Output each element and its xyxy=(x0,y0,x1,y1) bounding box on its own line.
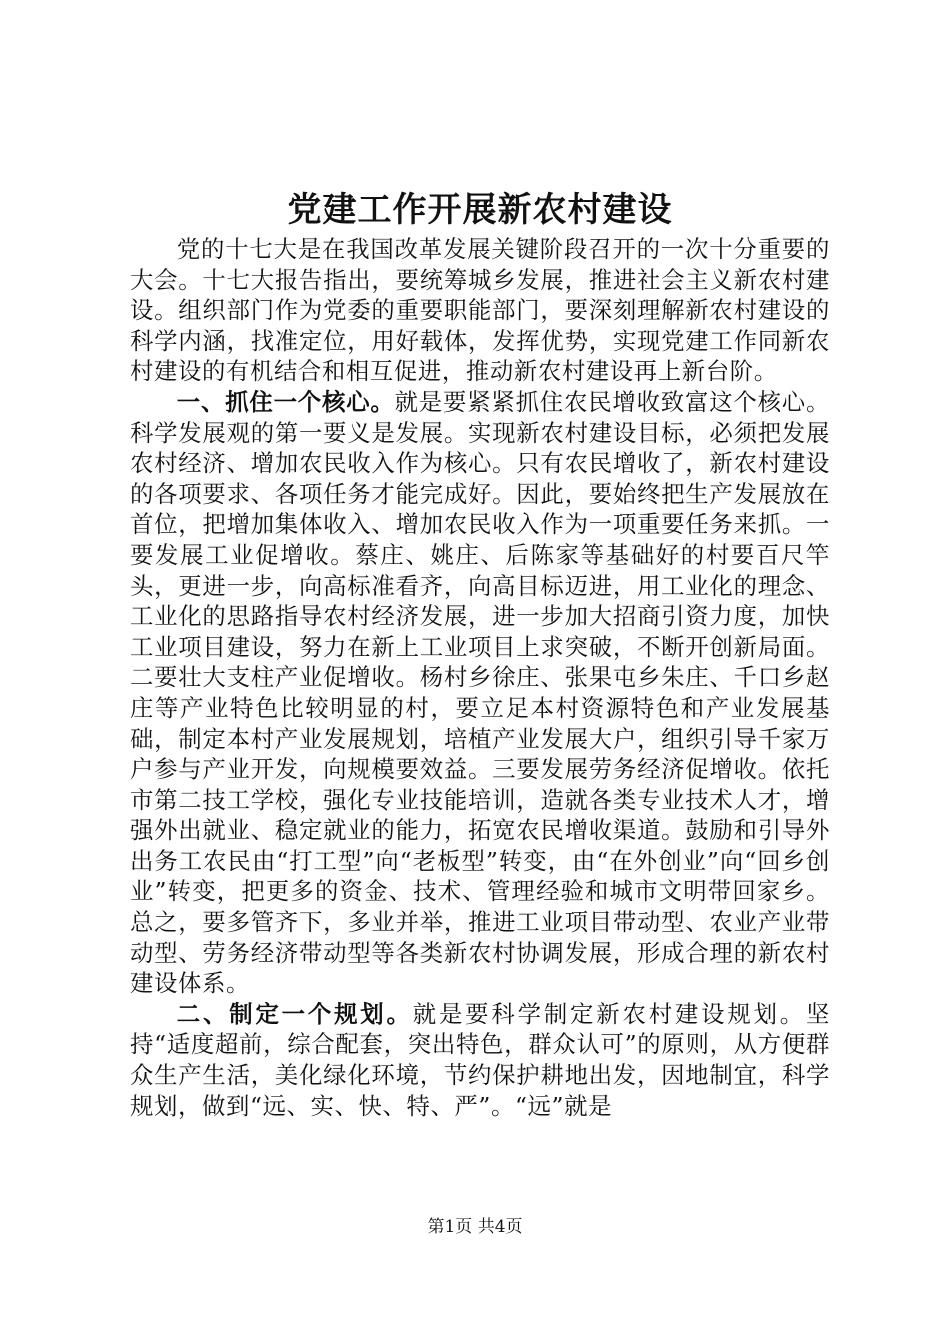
section-body-2: 就是要科学制定新农村建设规划。坚持“适度超前，综合配套，突出特色，群众认可”的原则，从方便群众生产生活，美化绿化环境，节约保护耕地出发，因地制宜，科学规划，做到“远、实、快、特、严”。“远”就是 xyxy=(130,999,830,1120)
section-body-1: 就是要紧紧抓住农民增收致富这个核心。科学发展观的第一要义是发展。实现新农村建设目标，必须把发展农村经济、增加农民收入作为核心。只有农民增收了，新农村建设的各项要求、各项任务才能完成好。因此，要始终把生产发展放在首位，把增加集体收入、增加农民收入作为一项重要任务来抓。一要发展工业促增收。蔡庄、姚庄、后陈家等基础好的村要百尺竿头，更进一步，向高标准看齐，向高目标迈进，用工业化的理念、工业化的思路指导农村经济发展，进一步加大招商引资力度，加快工业项目建设，努力在新上工业项目上求突破，不断开创新局面。二要壮大支柱产业促增收。杨村乡徐庄、张果屯乡朱庄、千口乡赵庄等产业特色比较明显的村，要立足本村资源特色和产业发展基础，制定本村产业发展规划，培植产业发展大户，组织引导千家万户参与产业开发，向规模要效益。三要发展劳务经济促增收。依托市第二技工学校，强化专业技能培训，造就各类专业技术人才，增强外出就业、稳定就业的能力，拓宽农民增收渠道。鼓励和引导外出务工农民由“打工型”向“老板型”转变，由“在外创业”向“回乡创业”转变，把更多的资金、技术、管理经验和城市文明带回家乡。总之，要多管齐下，多业并举，推进工业项目带动型、农业产业带动型、劳务经济带动型等各类新农村协调发展，形成合理的新农村建设体系。 xyxy=(130,387,830,998)
document-page xyxy=(130,186,830,1121)
section-heading-1: 一、抓住一个核心。 xyxy=(176,387,395,416)
document-title: 党建工作开展新农村建设 xyxy=(287,190,673,230)
section-paragraph-2 xyxy=(130,999,830,1121)
page-number-footer: 第1页 共4页 xyxy=(427,1217,523,1237)
intro-paragraph: 党的十七大是在我国改革发展关键阶段召开的一次十分重要的大会。十七大报告指出，要统筹城乡发展，推进社会主义新农村建设。组织部门作为党委的重要职能部门，要深刻理解新农村建设的科学内涵，找准定位，用好载体，发挥优势，实现党建工作同新农村建设的有机结合和相互促进，推动新农村建设再上新台阶。 xyxy=(130,235,830,386)
section-paragraph-1 xyxy=(130,387,830,999)
section-heading-2: 二、制定一个规划。 xyxy=(176,999,413,1028)
